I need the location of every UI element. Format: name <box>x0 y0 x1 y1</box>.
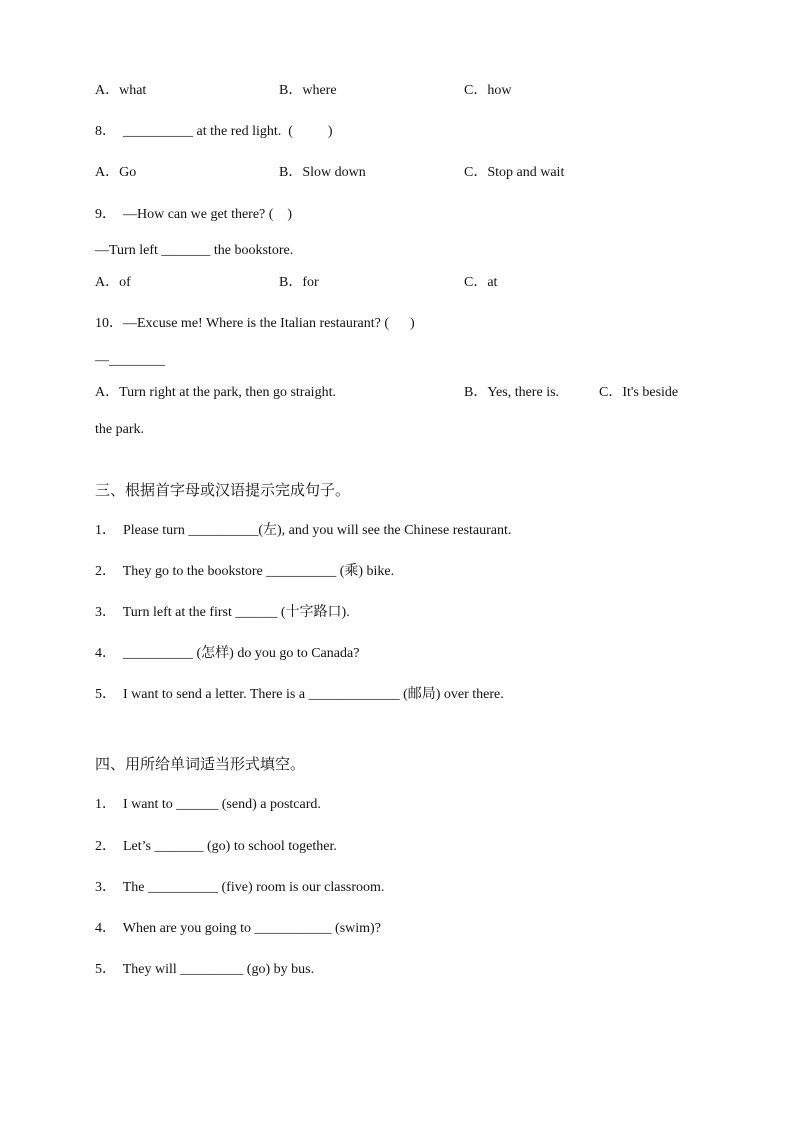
q7-option-b: B．where <box>279 83 337 98</box>
section-3-item: 1． Please turn __________(左), and you will see the Chinese restaurant. <box>95 523 512 538</box>
question-10-stem: 10．—Excuse me! Where is the Italian restaurant? ( ) <box>95 316 415 331</box>
section-3-item: 3． Turn left at the first ______ (十字路口). <box>95 605 350 620</box>
q10-option-c-continued: the park. <box>95 422 144 437</box>
q9-option-a: A．of <box>95 275 131 290</box>
q10-option-c: C．It's beside <box>599 385 679 400</box>
question-9-stem: 9． —How can we get there? ( ) <box>95 207 293 222</box>
q9-option-b: B．for <box>279 275 319 290</box>
section-3-title: 三、根据首字母或汉语提示完成句子。 <box>95 481 351 499</box>
section-4-title: 四、用所给单词适当形式填空。 <box>95 755 306 773</box>
section-3-item: 4． __________ (怎样) do you go to Canada? <box>95 646 360 661</box>
q7-option-c: C．how <box>464 83 512 98</box>
section-4-item: 5． They will _________ (go) by bus. <box>95 962 315 977</box>
q10-option-b: B．Yes, there is. <box>464 385 560 400</box>
q8-option-a: A．Go <box>95 165 137 180</box>
section-4-item: 1． I want to ______ (send) a postcard. <box>95 797 321 812</box>
q9-option-c: C．at <box>464 275 498 290</box>
q7-option-a: A．what <box>95 83 147 98</box>
question-8-stem: 8． __________ at the red light. ( ) <box>95 124 333 139</box>
section-3-item: 5． I want to send a letter. There is a _____________ (邮局) over there. <box>95 687 504 702</box>
q8-option-b: B．Slow down <box>279 165 366 180</box>
question-9-reply: —Turn left _______ the bookstore. <box>95 243 294 258</box>
q8-option-c: C．Stop and wait <box>464 165 565 180</box>
section-4-item: 2． Let’s _______ (go) to school together. <box>95 839 337 854</box>
section-4-item: 4． When are you going to ___________ (swim)? <box>95 921 381 936</box>
question-10-reply: —________ <box>95 353 165 368</box>
q10-option-a: A．Turn right at the park, then go straight. <box>95 385 336 400</box>
section-3-item: 2． They go to the bookstore __________ (乘) bike. <box>95 564 395 579</box>
section-4-item: 3． The __________ (five) room is our classroom. <box>95 880 385 895</box>
